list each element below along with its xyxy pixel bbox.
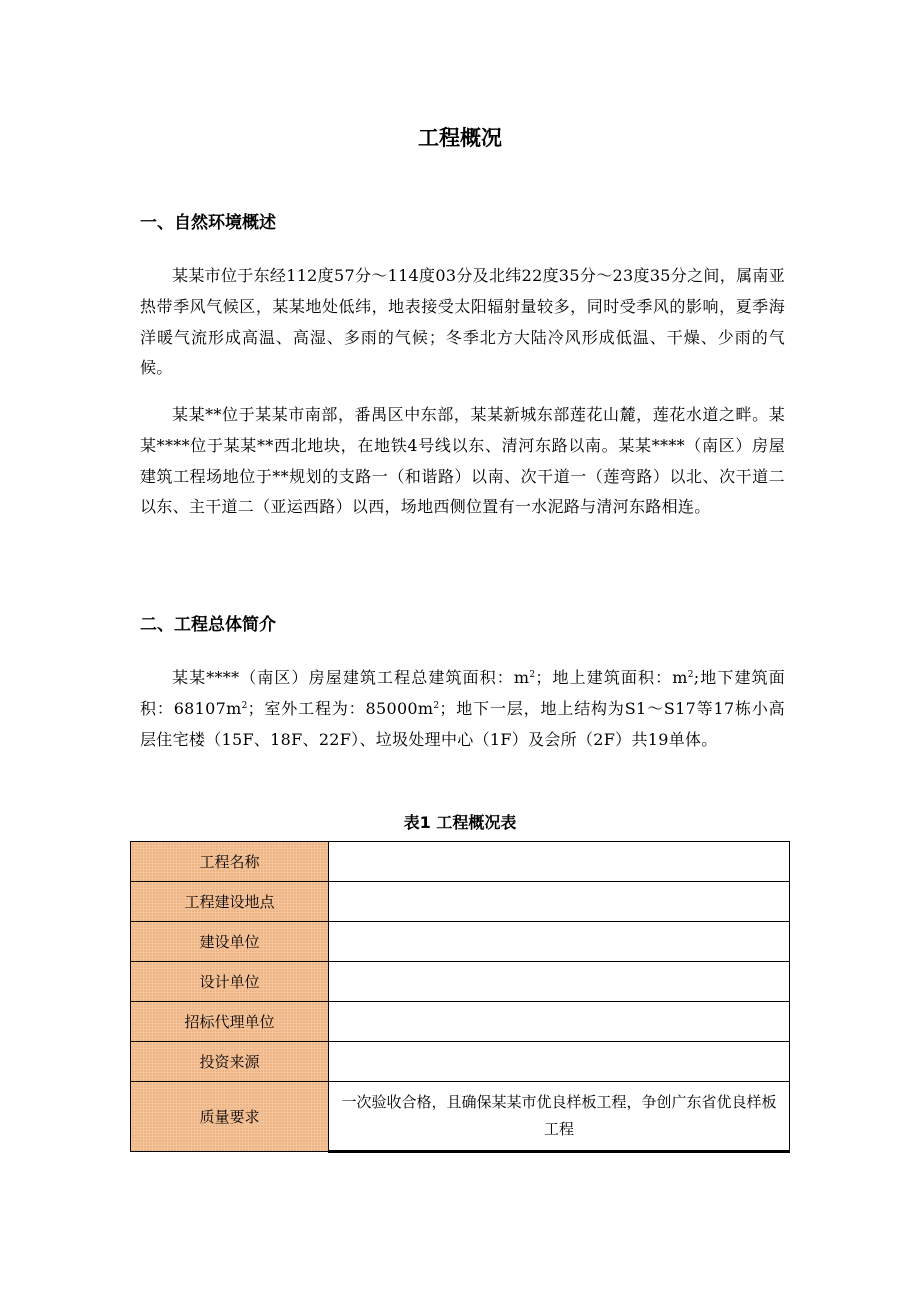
table-caption: 表1 工程概况表 <box>403 813 517 832</box>
row-value <box>329 842 790 882</box>
table-row <box>131 882 790 922</box>
row-value <box>329 1002 790 1042</box>
superscript: 2 <box>529 670 536 680</box>
superscript: 2 <box>433 700 440 711</box>
row-label: 设计单位 <box>131 962 329 1002</box>
project-overview-table <box>130 841 790 1153</box>
row-label: 建设单位 <box>131 922 329 962</box>
paragraph-location-climate: 某某市位于东经112度57分～114度03分及北纬22度35分～23度35分之间，属南亚热带季风气候区，某某地处低纬，地表接受太阳辐射量较多，同时受季风的影响，夏季海洋暖气流形成高温、高湿、多雨的气候；冬季北方大陆冷风形成低温、干燥、少雨的气候。 <box>140 266 785 378</box>
row-value <box>329 882 790 922</box>
table-row <box>131 922 790 962</box>
superscript: 2 <box>687 670 694 680</box>
text-segment: ;地下建筑面积：68107m <box>140 668 786 718</box>
row-label: 工程建设地点 <box>131 882 329 922</box>
paragraph-project-area <box>140 663 785 755</box>
row-value <box>329 922 790 962</box>
table-row <box>131 1082 790 1152</box>
document-title: 工程概况 <box>418 126 502 150</box>
table-row <box>131 842 790 882</box>
section-heading-project-overview: 二、工程总体简介 <box>140 615 276 635</box>
section-heading-natural-environment: 一、自然环境概述 <box>140 213 276 233</box>
text-segment: 某某****（南区）房屋建筑工程总建筑面积：m <box>172 668 530 687</box>
text-segment: ；地上建筑面积：m <box>535 668 688 687</box>
row-label: 投资来源 <box>131 1042 329 1082</box>
row-label: 招标代理单位 <box>131 1002 329 1042</box>
table-row <box>131 1002 790 1042</box>
row-label: 工程名称 <box>131 842 329 882</box>
row-value <box>329 1042 790 1082</box>
table-row <box>131 1042 790 1082</box>
row-value: 一次验收合格，且确保某某市优良样板工程，争创广东省优良样板工程 <box>329 1082 790 1152</box>
row-label: 质量要求 <box>131 1082 329 1152</box>
table-row <box>131 962 790 1002</box>
row-value <box>329 962 790 1002</box>
text-segment: ；室外工程为：85000m <box>247 698 434 718</box>
paragraph-site-location: 某某**位于某某市南部，番禺区中东部，某某新城东部莲花山麓，莲花水道之畔。某某****位于某某**西北地块，在地铁4号线以东、清河东路以南。某某****（南区）房屋建筑工程场地位于**规划的支路一（和谐路）以南、次干道一（莲弯路）以北、次干道二以东、主干道二（亚运西路）以西，场地西侧位置有一水泥路与清河东路相连。 <box>140 405 785 517</box>
text-segment: ；地下一层，地上结构为S1～S17等17栋小高层住宅楼（15F、18F、22F）、垃圾处理中心（1F）及会所（2F）共19单体。 <box>140 698 785 749</box>
superscript: 2 <box>241 700 248 711</box>
